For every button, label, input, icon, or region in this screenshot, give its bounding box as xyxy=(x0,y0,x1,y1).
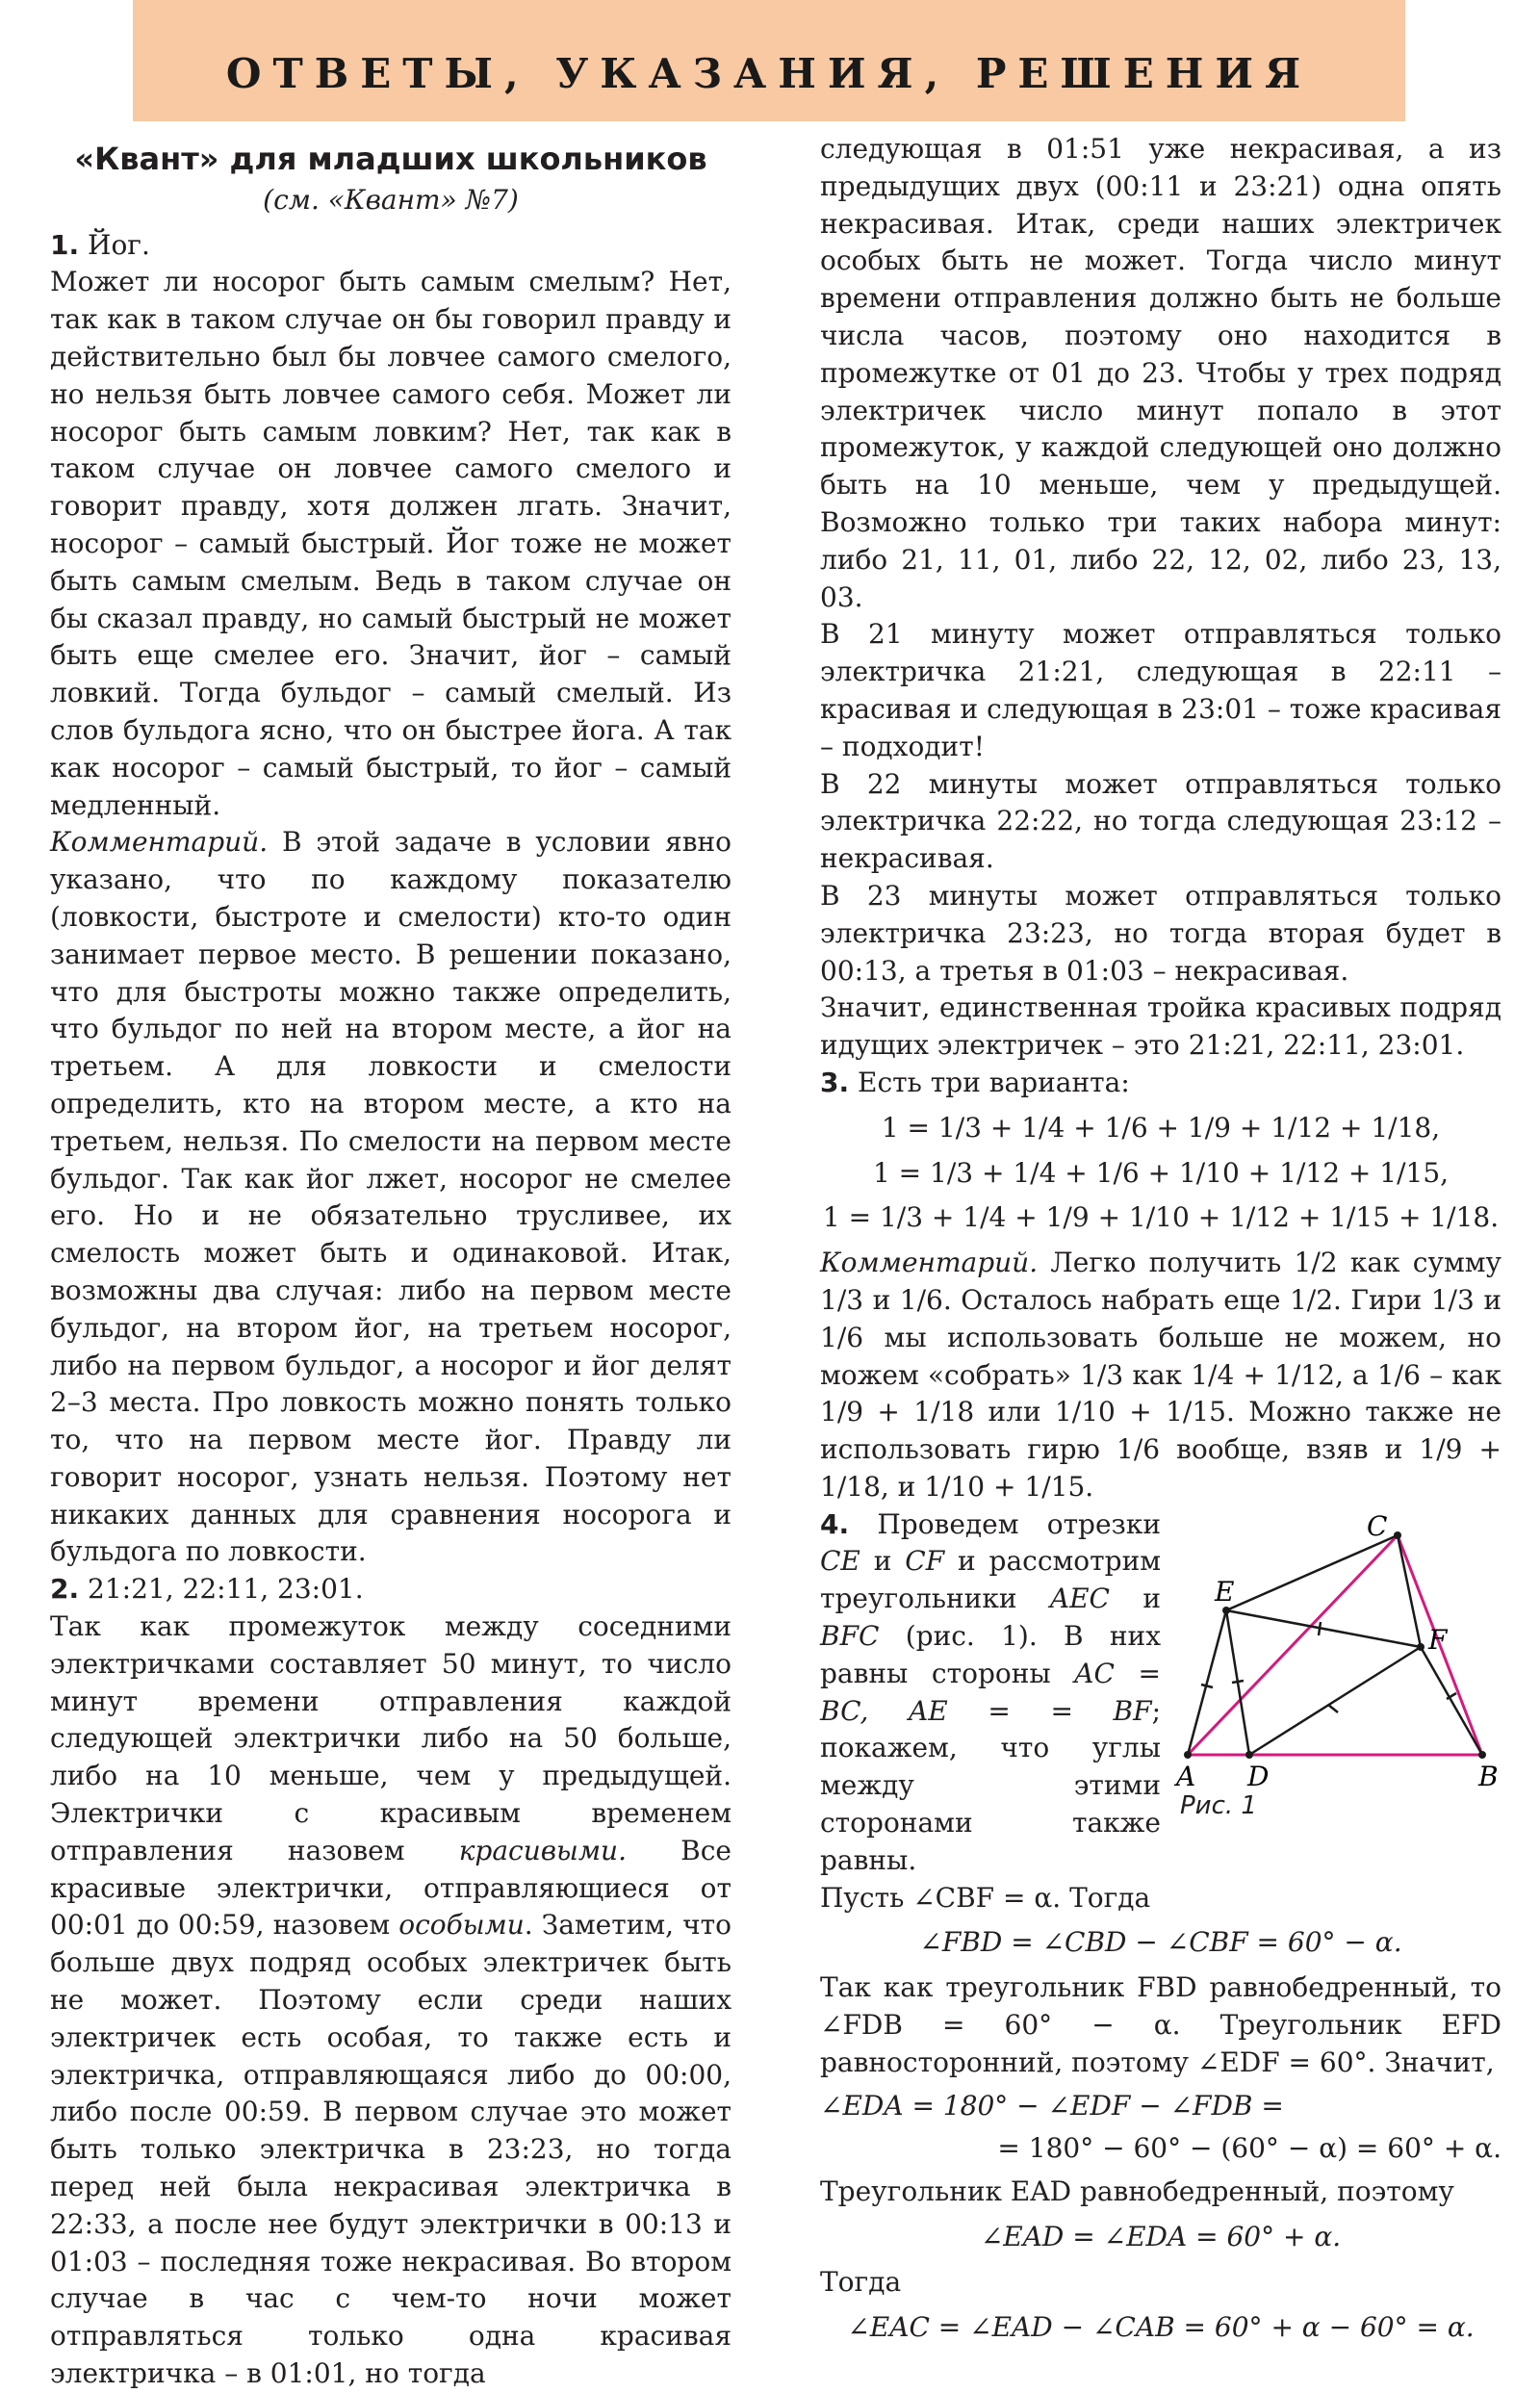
vertex-d xyxy=(1245,1751,1253,1759)
p2-text: . Заметим, что больше двух подряд особых электричек быть не может. Поэтому если среди наших электричек есть особая, то также есть и электричка, отправляющаяся либо до 00:00, либо после 00:59. В первом случае это может быть только электричка в 23:23, но тогда перед ней была некрасивая электричка в 22:33, а после нее будут электрички в 00:13 и 01:03 – последняя тоже некрасивая. Во втором случае в час с чем-то ночи может отправляться только одна красивая электричка – в 01:01, но тогда xyxy=(50,1909,732,2390)
comment-text: Легко получить 1/2 как сумму 1/3 и 1/6. Осталось набрать еще 1/2. Гири 1/3 и 1/6 мы использовать больше не можем, но можем «собрать» 1/3 как 1/4 + 1/12, а 1/6 – как 1/9 + 1/18 или 1/10 + 1/15. Можно также не использовать гирю 1/6 вообще, взяв и 1/9 + 1/18, и 1/10 + 1/15. xyxy=(820,1247,1502,1503)
tick-mark xyxy=(1319,1622,1321,1635)
problem-2-header xyxy=(50,1571,732,1608)
p2-text: Все красивые электрички, отправляющиеся от 00:01 до 00:59, назовем xyxy=(50,1834,732,1942)
segment-bf xyxy=(1421,1647,1482,1755)
problem-2-continued: следующая в 01:51 уже некрасивая, а из предыдущих двух (00:11 и 23:21) одна опять некрасивая. Итак, среди наших электричек особых быть не может. Тогда число минут времени отправления должно быть не больше числа часов, поэтому оно находится в промежутке от 01 до 23. Чтобы у трех подряд электричек число минут попало в этот промежуток, у каждой следующей оно должно быть на 10 меньше, чем у предыдущей. Возможно только три таких набора минут: либо 21, 11, 01, либо 22, 12, 02, либо 23, 13, 03. xyxy=(820,133,1502,613)
tick-mark xyxy=(1328,1705,1338,1712)
p4-equal-sides: AC = BC, AE = = BF xyxy=(820,1657,1162,1727)
p2-term-special: особыми xyxy=(398,1909,525,1942)
article-subheading: (см. «Квант» №7) xyxy=(263,183,519,216)
p4-segment-cf: CF xyxy=(905,1545,945,1578)
label-c: C xyxy=(1367,1509,1388,1542)
p2-term-beautiful: красивыми. xyxy=(458,1834,627,1866)
label-d: D xyxy=(1247,1760,1270,1792)
section-title: ОТВЕТЫ, УКАЗАНИЯ, РЕШЕНИЯ xyxy=(225,50,1313,97)
vertex-b xyxy=(1478,1751,1486,1759)
p4-text: ; покажем, что углы между этими сторонами также равны. xyxy=(820,1694,1161,1876)
p4-text: Проведем отрезки xyxy=(877,1507,1161,1540)
problem-3-comment xyxy=(820,1245,1502,1506)
label-a: A xyxy=(1176,1760,1196,1792)
problem-4-let: Пусть ∠CBF = α. Тогда xyxy=(820,1881,1151,1914)
comment-text: В этой задаче в условии явно указано, что по каждому показателю (ловкости, быстроте и смелости) кто-то один занимает первое место. В решении показано, что для быстроты можно также определить, что бульдог по ней на втором месте, а йог на третьем. А для ловкости и смелости определить, кто на втором месте, а кто на третьем, нельзя. По смелости на первом месте бульдог. Так как йог лжет, носорог не смелее его. Но и не обязательно трусливее, их смелость может быть и одинаковой. Итак, возможны два случая: либо на первом месте бульдог, на втором йог, на третьем носорог, либо на первом бульдог, а носорог и йог делят 2–3 места. Про ловкость можно понять только то, что на первом месте йог. Правду ли говорит носорог, узнать нельзя. Поэтому нет никаких данных для сравнения носорога и бульдога по ловкости. xyxy=(50,826,732,1568)
vertex-a xyxy=(1184,1751,1192,1759)
left-column xyxy=(50,135,732,2393)
vertex-f xyxy=(1417,1643,1424,1651)
problem-4-text-1: Так как треугольник FBD равнобедренный, то ∠FDB = 60° − α. Треугольник EFD равносторонний, поэтому ∠EDF = 60°. Значит, xyxy=(820,1971,1502,2078)
vertex-e xyxy=(1222,1607,1230,1614)
comment-label: Комментарий. xyxy=(820,1247,1039,1279)
equation-eda-2: = 180° − 60° − (60° − α) = 60° + α. xyxy=(997,2132,1502,2165)
label-f: F xyxy=(1428,1623,1448,1656)
figure-1 xyxy=(1174,1506,1502,1834)
tick-mark xyxy=(1232,1681,1244,1683)
label-e: E xyxy=(1215,1575,1235,1608)
problem-2-number: 2. xyxy=(50,1573,80,1606)
problem-4-text-2: Треугольник EAD равнобедренный, поэтому xyxy=(820,2175,1454,2208)
problem-1-title: Йог. xyxy=(88,228,150,261)
problem-4-number: 4. xyxy=(820,1507,850,1540)
triangle-diagram xyxy=(1174,1506,1502,1834)
segment-ec xyxy=(1226,1535,1398,1610)
figure-caption: Рис. 1 xyxy=(1180,1790,1257,1820)
vertex-c xyxy=(1394,1531,1401,1539)
problem-3-header xyxy=(820,1065,1502,1102)
problem-1-solution: Может ли носорог быть самым смелым? Нет, так как в таком случае он бы говорил правду и действительно был бы ловчее самого смелого, но нельзя быть ловчее самого себя. Может ли носорог быть самым ловким? Нет, так как в таком случае он ловчее самого смелого и говорит правду, хотя должен лгать. Значит, носорог – самый быстрый. Йог тоже не может быть самым смелым. Ведь в таком случае он бы сказал правду, но самый быстрый не может быть еще смелее его. Значит, йог – самый ловкий. Тогда бульдог – самый смелый. Из слов бульдога ясно, что он быстрее йога. А так как носорог – самый быстрый, то йог – самый медленный. xyxy=(50,266,732,821)
problem-2-case-22: В 22 минуты может отправляться только электричка 22:22, но тогда следующая 23:12 – некрасивая. xyxy=(820,767,1502,875)
problem-3-number: 3. xyxy=(820,1066,850,1098)
problem-2-solution xyxy=(50,1608,732,2393)
equation-3: 1 = 1/3 + 1/4 + 1/9 + 1/10 + 1/12 + 1/15 + 1/18. xyxy=(822,1201,1500,1234)
p4-triangle-bfc: BFC xyxy=(820,1620,880,1653)
p4-segment-ce: CE xyxy=(820,1545,860,1578)
segment-ef xyxy=(1226,1610,1421,1647)
problem-1-number: 1. xyxy=(50,228,80,261)
problem-4-text-3: Тогда xyxy=(820,2265,902,2298)
problem-1-comment xyxy=(50,824,732,1571)
header-banner xyxy=(133,0,1405,121)
p4-text: и рассмотрим треугольники xyxy=(820,1545,1162,1615)
article-heading: «Квант» для младших школьников xyxy=(74,141,707,177)
problem-2-answer: 21:21, 22:11, 23:01. xyxy=(88,1573,364,1606)
segment-cf xyxy=(1398,1535,1421,1647)
p4-text: (рис. 1). В них равны стороны xyxy=(820,1620,1161,1689)
right-column xyxy=(820,131,1502,2354)
p4-triangle-aec: AEC xyxy=(1049,1582,1110,1615)
equation-1: 1 = 1/3 + 1/4 + 1/6 + 1/9 + 1/12 + 1/18, xyxy=(881,1111,1441,1144)
problem-2-case-23: В 23 минуты может отправляться только электричка 23:23, но тогда вторая будет в 00:13, а третья в 01:03 – некрасивая. xyxy=(820,879,1502,987)
p4-text: и xyxy=(1109,1582,1161,1615)
equation-2: 1 = 1/3 + 1/4 + 1/6 + 1/10 + 1/12 + 1/15, xyxy=(872,1156,1450,1189)
problem-3-title: Есть три варианта: xyxy=(858,1066,1130,1098)
comment-label: Комментарий. xyxy=(50,826,269,859)
problem-1-header xyxy=(50,227,732,265)
p4-text: и xyxy=(860,1545,906,1578)
equation-fbd: ∠FBD = ∠CBD − ∠CBF = 60° − α. xyxy=(919,1926,1402,1959)
equation-eac: ∠EAC = ∠EAD − ∠CAB = 60° + α − 60° = α. xyxy=(847,2310,1475,2343)
equation-eda-1: ∠EDA = 180° − ∠EDF − ∠FDB = xyxy=(820,2089,1284,2122)
tick-mark xyxy=(1201,1685,1213,1687)
equation-ead: ∠EAD = ∠EDA = 60° + α. xyxy=(980,2221,1342,2253)
problem-2-case-21: В 21 минуту может отправляться только электричка 21:21, следующая в 22:11 – красивая и следующая в 23:01 – тоже красивая – подходит! xyxy=(820,618,1502,762)
problem-2-conclusion: Значит, единственная тройка красивых подряд идущих электричек – это 21:21, 22:11, 23:01. xyxy=(820,991,1502,1062)
p2-text: Так как промежуток между соседними электричками составляет 50 минут, то число минут времени отправления каждой следующей электрички либо на 50 больше, либо на 10 меньше, чем у предыдущей. Электрички с красивым временем отправления назовем xyxy=(50,1610,732,1866)
label-b: B xyxy=(1478,1760,1499,1792)
